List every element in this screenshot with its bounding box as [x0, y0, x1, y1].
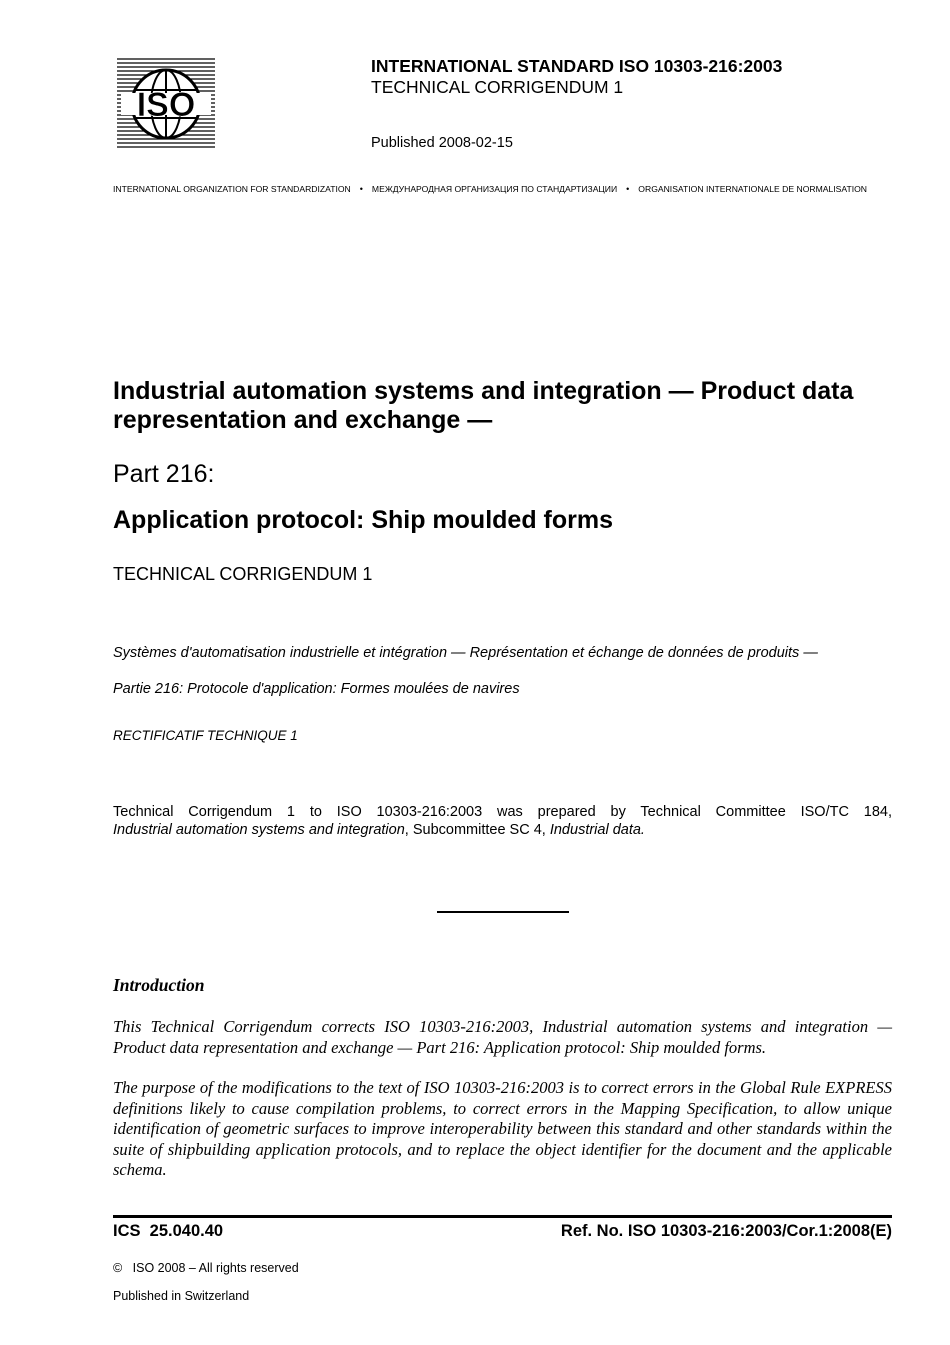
org-name-fr: ORGANISATION INTERNATIONALE DE NORMALISATION — [638, 184, 868, 194]
org-name-ru: МЕЖДУНАРОДНАЯ ОРГАНИЗАЦИЯ ПО СТАНДАРТИЗАЦИИ — [371, 184, 618, 194]
introduction-paragraph-1: This Technical Corrigendum corrects ISO 10303-216:2003, Industrial automation systems and integration — Product data representation and exchange — Part 216: Application protocol: Ship moulded forms. — [113, 1017, 892, 1057]
copyright-notice: © ISO 2008 – All rights reserved — [113, 1261, 299, 1275]
bullet-separator: • — [359, 184, 363, 194]
committee-name: Industrial automation systems and integration — [113, 822, 405, 838]
preparation-statement-line2 — [113, 821, 892, 839]
section-separator — [437, 911, 569, 913]
reference-number: Ref. No. ISO 10303-216:2003/Cor.1:2008(E) — [560, 1222, 892, 1240]
part-title: Application protocol: Ship moulded forms — [113, 506, 613, 534]
document-title: Industrial automation systems and integration — Product data representation and exchange — — [113, 377, 854, 434]
introduction-heading: Introduction — [113, 975, 205, 995]
iso-logo-text: ISO — [136, 86, 196, 124]
footer-rule — [113, 1215, 892, 1218]
french-title: Systèmes d'automatisation industrielle et intégration — Représentation et échange de données de produits — — [113, 645, 818, 661]
subcommittee-text: , Subcommittee SC 4, — [404, 822, 550, 838]
published-date: Published 2008-02-15 — [371, 135, 513, 151]
french-rectificatif: RECTIFICATIF TECHNIQUE 1 — [113, 728, 298, 743]
published-in: Published in Switzerland — [113, 1289, 250, 1303]
preparation-statement-line1: Technical Corrigendum 1 to ISO 10303-216:2003 was prepared by Technical Committee ISO/TC 184, — [113, 804, 892, 820]
organization-line — [113, 184, 893, 194]
technical-corrigendum-heading: TECHNICAL CORRIGENDUM 1 — [113, 564, 373, 584]
introduction-paragraph-2: The purpose of the modifications to the text of ISO 10303-216:2003 is to correct errors in the Global Rule EXPRESS definitions likely to cause compilation problems, to correct errors in the Mapping Specification, to allow unique identification of geometric surfaces to improve interoperability between this standard and other standards within the suite of shipbuilding application protocols, and to replace the object identifier for the document and the applicable schema. — [113, 1078, 892, 1180]
standard-title: INTERNATIONAL STANDARD ISO 10303-216:2003 — [371, 56, 783, 76]
org-name-en: INTERNATIONAL ORGANIZATION FOR STANDARDIZATION — [113, 184, 351, 194]
corrigendum-label: TECHNICAL CORRIGENDUM 1 — [371, 77, 624, 97]
bullet-separator: • — [626, 184, 630, 194]
subcommittee-name: Industrial data. — [549, 822, 645, 838]
part-number: Part 216: — [113, 460, 215, 488]
iso-logo — [117, 57, 215, 151]
ics-code: ICS 25.040.40 — [113, 1222, 224, 1240]
french-part-title: Partie 216: Protocole d'application: Formes moulées de navires — [113, 681, 520, 697]
